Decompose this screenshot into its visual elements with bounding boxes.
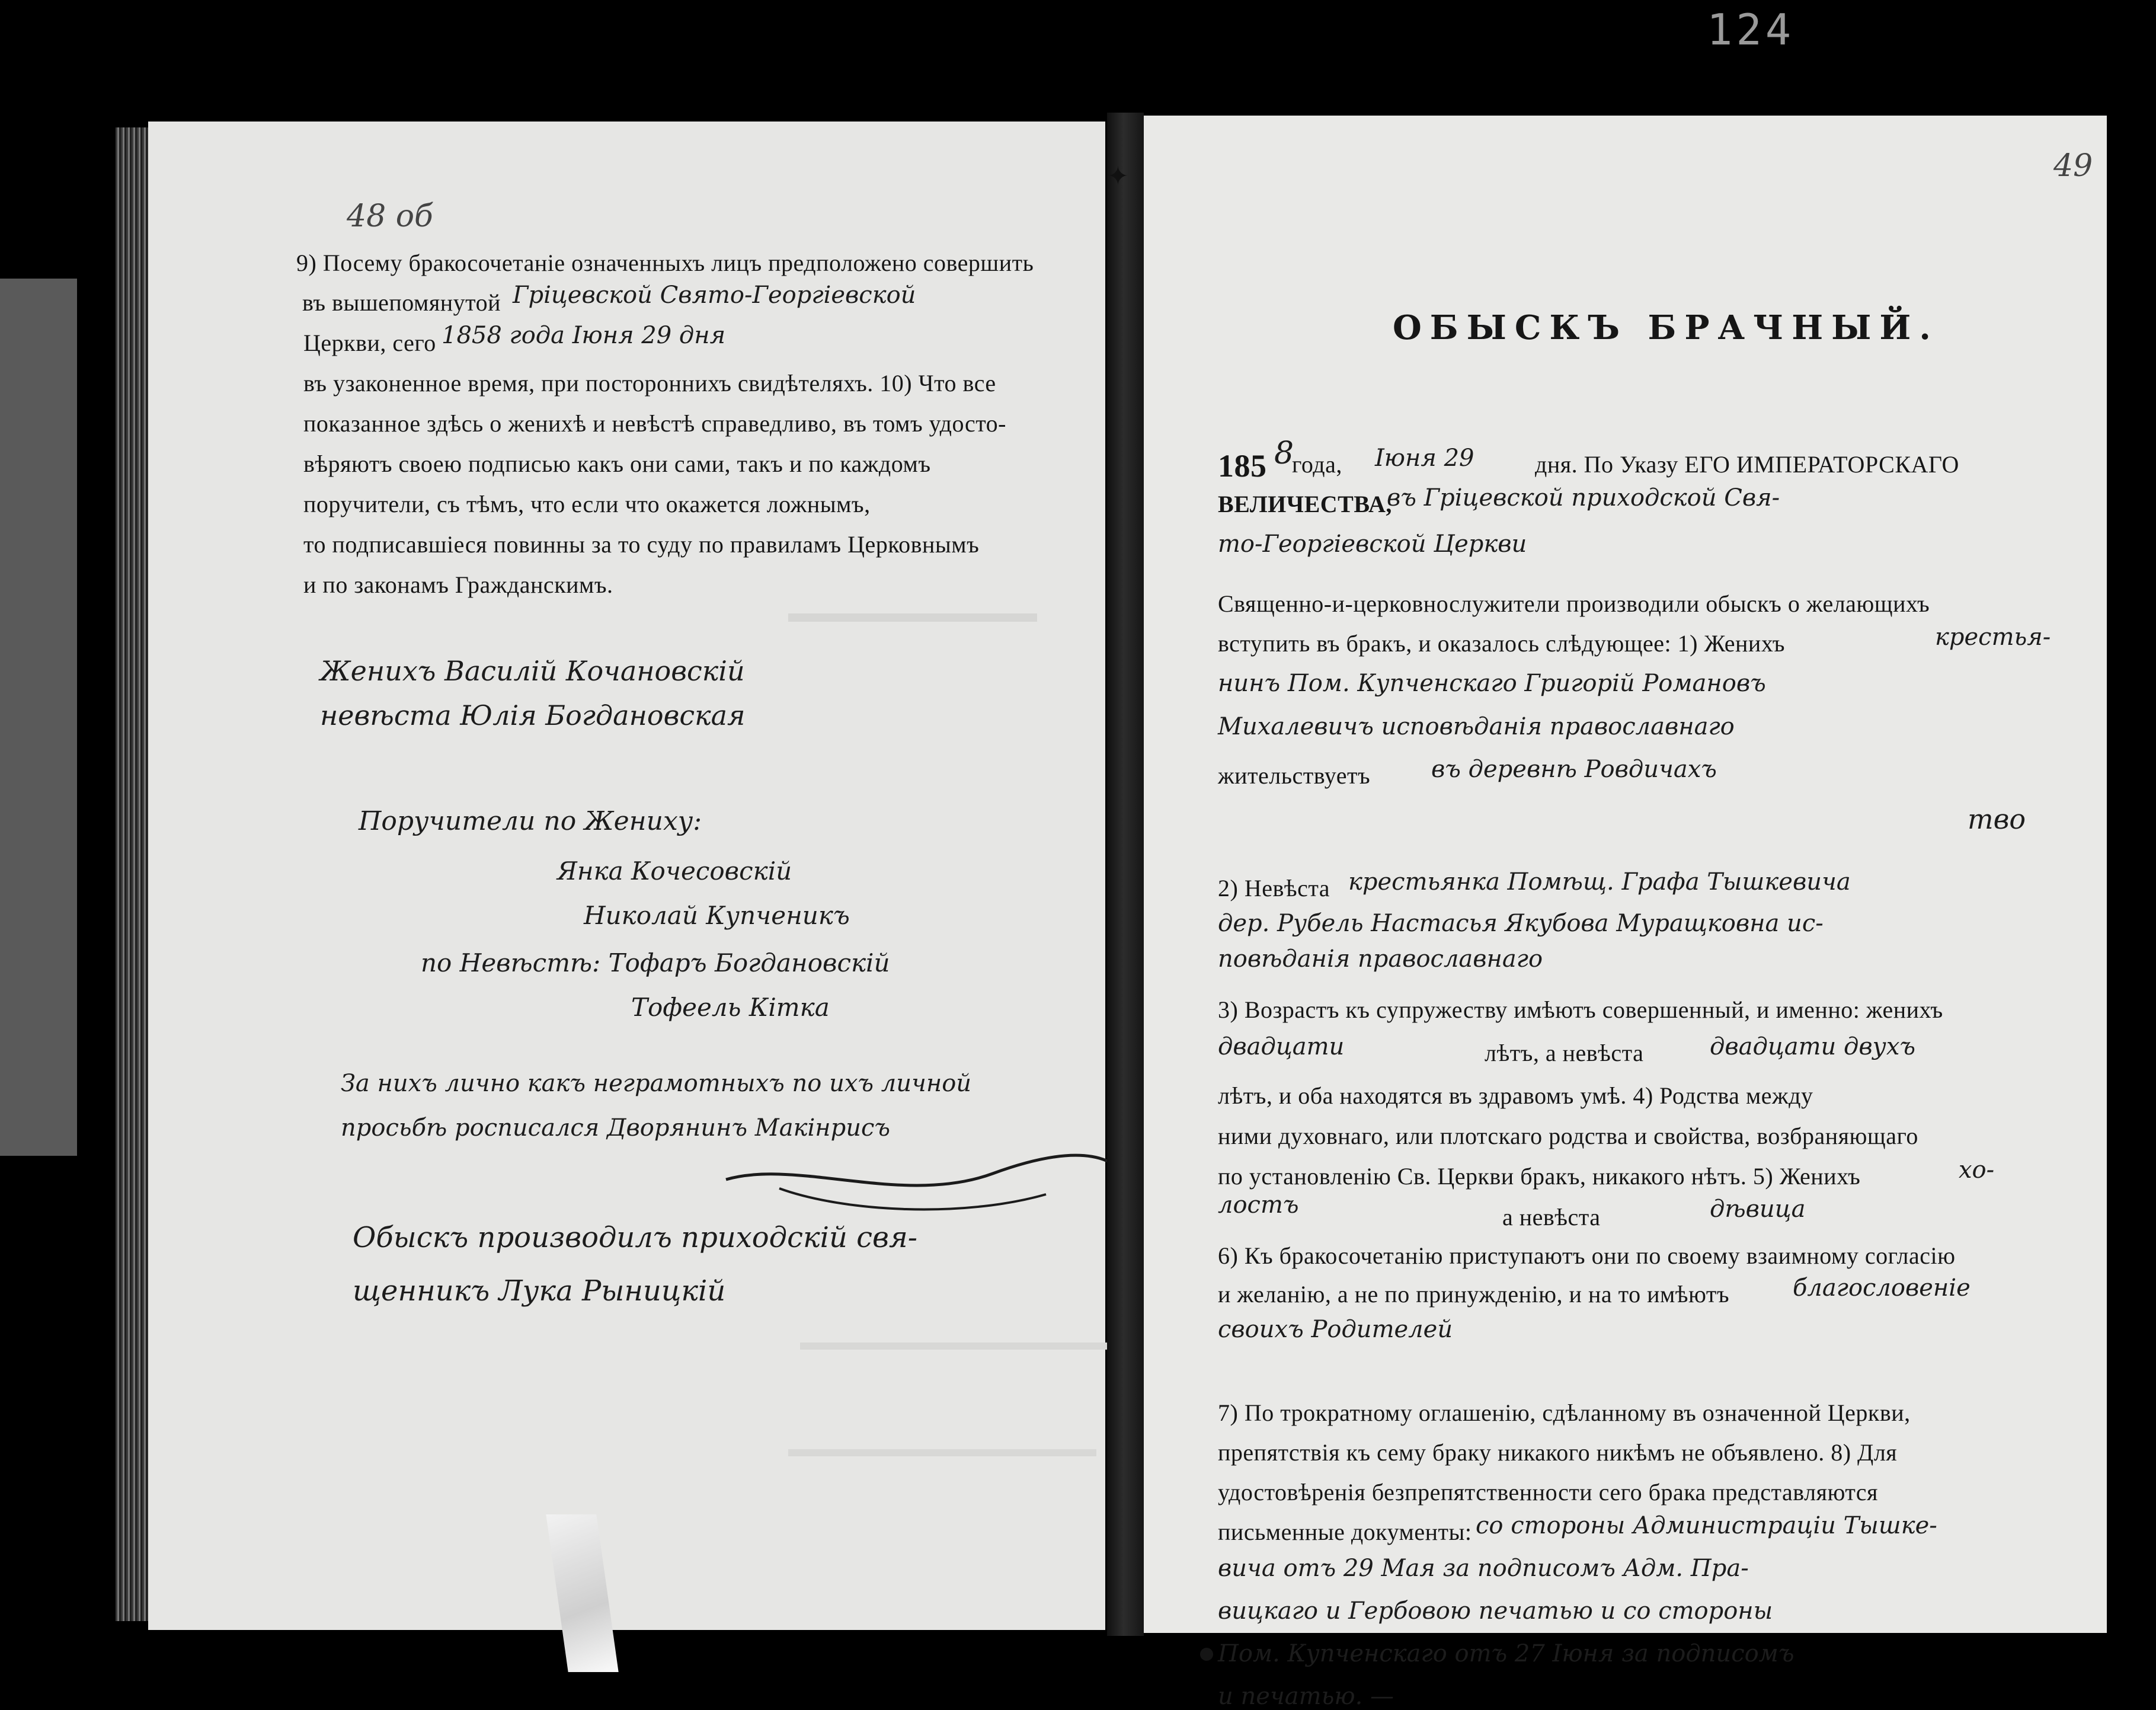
hw-church-name: Гріцевской Свято-Георгіевской xyxy=(513,282,916,309)
printed-let-nevesta: лѣтъ, а невѣста xyxy=(1485,1040,1644,1066)
printed-item7-line-2: препятствія къ сему браку никакого никѣмъ не объявлено. 8) Для xyxy=(1218,1439,1898,1466)
hw-documents-1: со стороны Администраціи Тышке- xyxy=(1476,1512,1937,1539)
ink-blot xyxy=(1200,1648,1213,1661)
printed-let-oba: лѣтъ, и оба находятся въ здравомъ умѣ. 4) Родства между xyxy=(1218,1082,1813,1109)
hw-proxy-line-1: За нихъ лично какъ неграмотныхъ по ихъ личной xyxy=(341,1070,972,1097)
flourish-signature xyxy=(714,1123,1141,1230)
printed-rodstva-3: по установленію Св. Церкви бракъ, никакого нѣтъ. 5) Женихъ xyxy=(1218,1163,1861,1190)
book-outer-edge xyxy=(0,279,77,1156)
right-page-number: 49 xyxy=(2053,148,2093,184)
printed-velichestva: ВЕЛИЧЕСТВА, xyxy=(1218,491,1392,517)
hw-wedding-date: 1858 года Іюня 29 дня xyxy=(442,322,726,349)
hw-church-line-1: въ Гріцевской приходской Свя- xyxy=(1387,484,1780,512)
printed-line-7: поручители, съ тѣмъ, что если что окажется ложнымъ, xyxy=(303,491,871,517)
book-spine xyxy=(1107,113,1144,1636)
hw-groom-line-3: Михалевичъ исповѣданія православнаго xyxy=(1218,713,1735,740)
hw-guarantor-1: Янка Кочесовскій xyxy=(557,856,792,886)
printed-line-9: и по законамъ Гражданскимъ. xyxy=(303,571,613,598)
printed-vozrast: 3) Возрастъ къ супружеству имѣютъ совершенный, и именно: женихъ xyxy=(1218,996,1943,1023)
hw-suffix: тво xyxy=(1968,803,2026,835)
printed-zhitelstvuet: жительствуетъ xyxy=(1218,762,1371,789)
left-page-number: 48 об xyxy=(347,199,433,234)
hw-proxy-line-2: просьбѣ росписался Дворянинъ Макінрисъ xyxy=(341,1114,891,1142)
hw-groom-age: двадцати xyxy=(1218,1033,1345,1060)
printed-line-2: въ вышепомянутой xyxy=(302,289,501,316)
hw-bride-status: дѣвица xyxy=(1710,1196,1806,1223)
printed-nevesta: 2) Невѣста xyxy=(1218,875,1330,902)
hw-blessing-2: своихъ Родителей xyxy=(1218,1316,1453,1343)
hw-bride-line-1: крестьянка Помѣщ. Графа Тышкевича xyxy=(1348,868,1851,896)
hw-documents-5: и печатью. — xyxy=(1218,1683,1394,1710)
hw-bride-line-2: дер. Рубель Настасья Якубова Муращковна ис- xyxy=(1218,910,1824,937)
hw-documents-3: вицкаго и Гербовою печатью и со стороны xyxy=(1218,1597,1773,1625)
year-printed-prefix: 185 xyxy=(1218,448,1267,484)
hw-guarantors-heading: Поручители по Жениху: xyxy=(359,806,702,836)
printed-dnya-ukaz: дня. По Указу ЕГО ИМПЕРАТОРСКАГО xyxy=(1535,451,1959,478)
printed-rodstva-2: ними духовнаго, или плотскаго родства и свойства, возбраняющаго xyxy=(1218,1123,1918,1149)
hw-groom-line-2: нинъ Пом. Купченскаго Григорій Романовъ xyxy=(1218,670,1766,697)
hw-guarantor-4: Тофеель Кітка xyxy=(631,993,830,1022)
bleed-through-mark xyxy=(788,1449,1096,1456)
hw-year-digit: 8 xyxy=(1274,436,1294,471)
hw-guarantor-2: Николай Купченикъ xyxy=(584,901,850,930)
printed-item8-line-1: удостовѣренія безпрепятственности сего брака представляются xyxy=(1218,1479,1878,1506)
printed-item7-line-1: 7) По трократному оглашенію, сдѣланному въ означенной Церкви, xyxy=(1218,1399,1911,1426)
printed-intro-2: вступить въ бракъ, и оказалось слѣдующее: 1) Женихъ xyxy=(1218,630,1785,657)
right-page xyxy=(1144,116,2107,1710)
binding-thread-mark: ✦ xyxy=(1107,162,1129,191)
hw-residence: въ деревнѣ Ровдичахъ xyxy=(1431,756,1717,783)
hw-conducted-line-2: щенникъ Лука Рыницкій xyxy=(353,1274,726,1308)
hw-guarantor-3: по Невѣстѣ: Тофаръ Богдановскій xyxy=(421,948,890,977)
printed-goda: года, xyxy=(1292,451,1342,478)
page-edges-stack xyxy=(116,127,148,1621)
hw-signature-bride: невѣста Юлія Богдановская xyxy=(320,699,746,731)
printed-line-8: то подписавшіеся повинны за то суду по правиламъ Церковнымъ xyxy=(303,531,980,558)
printed-intro-1: Священно-и-церковнослужители производили обыскъ о желающихъ xyxy=(1218,590,1930,617)
hw-documents-4: Пом. Купченскаго отъ 27 Іюня за подписомъ xyxy=(1218,1640,1794,1667)
hw-church-line-2: то-Георгіевской Церкви xyxy=(1218,530,1527,558)
document-title: ОБЫСКЪ БРАЧНЫЙ. xyxy=(1393,308,1939,347)
bleed-through-mark xyxy=(788,613,1037,622)
printed-line-3: Церкви, сего xyxy=(303,330,436,356)
archive-stamp-number: 124 xyxy=(1707,5,1795,55)
hw-blessing-1: благословеніе xyxy=(1793,1274,1971,1302)
hw-conducted-line-1: Обыскъ производилъ приходскій свя- xyxy=(353,1221,917,1254)
printed-line-6: вѣряютъ своею подписью какъ они сами, такъ и по каждомъ xyxy=(303,450,931,477)
bleed-through-mark xyxy=(800,1343,1108,1350)
hw-documents-2: вича отъ 29 Мая за подписомъ Адм. Пра- xyxy=(1218,1555,1749,1582)
hw-groom-status-1: хо- xyxy=(1959,1156,1995,1184)
hw-groom-status-2: лостъ xyxy=(1218,1191,1299,1219)
hw-groom-line-1: крестья- xyxy=(1935,624,2051,651)
hw-signature-groom: Женихъ Василій Кочановскій xyxy=(320,655,745,687)
hw-date: Іюня 29 xyxy=(1375,445,1474,472)
printed-line-1: 9) Посему бракосочетаніе означенныхъ лицъ предположено совершить xyxy=(296,250,1034,276)
left-page xyxy=(148,122,1105,1630)
printed-item8-line-2: письменные документы: xyxy=(1218,1519,1472,1545)
printed-line-5: показанное здѣсь о женихѣ и невѣстѣ справедливо, въ томъ удосто- xyxy=(303,410,1007,437)
printed-a-nevesta: а невѣста xyxy=(1502,1204,1601,1230)
printed-line-4: въ узаконенное время, при постороннихъ свидѣтеляхъ. 10) Что все xyxy=(303,370,996,397)
hw-bride-age: двадцати двухъ xyxy=(1710,1033,1916,1060)
printed-soglasie: 6) Къ бракосочетанію приступаютъ они по своему взаимному согласію xyxy=(1218,1242,1956,1269)
printed-zhelanie: и желанію, а не по принужденію, и на то имѣютъ xyxy=(1218,1281,1730,1308)
hw-bride-line-3: повѣданія православнаго xyxy=(1218,945,1543,973)
